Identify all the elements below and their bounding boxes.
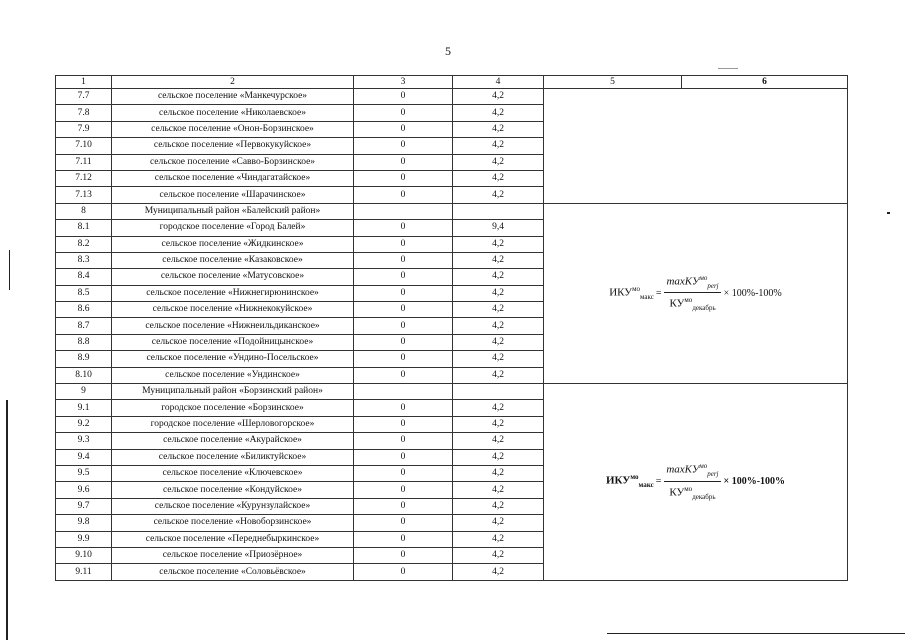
row-number: 9.11 <box>56 564 112 580</box>
column-4-value: 4,2 <box>453 465 544 481</box>
table-row <box>56 384 848 400</box>
column-3-value: 0 <box>354 318 453 334</box>
column-4-value: 4,2 <box>453 236 544 252</box>
column-3-value: 0 <box>354 515 453 531</box>
header-cell-1: 1 <box>56 76 112 89</box>
column-3-value: 0 <box>354 105 453 121</box>
column-4-value: 9,4 <box>453 220 544 236</box>
row-number: 9.5 <box>56 465 112 481</box>
column-3-value: 0 <box>354 89 453 105</box>
settlement-name: сельское поселение «Нижнекокуйское» <box>112 302 354 318</box>
settlement-name: сельское поселение «Ундинское» <box>112 367 354 383</box>
column-3-value: 0 <box>354 531 453 547</box>
header-cell-4: 4 <box>453 76 544 89</box>
settlement-name: сельское поселение «Жидкинское» <box>112 236 354 252</box>
settlement-name: сельское поселение «Шарачинское» <box>112 187 354 203</box>
row-number: 9.4 <box>56 449 112 465</box>
column-4-value: 4,2 <box>453 105 544 121</box>
column-4-value: 4,2 <box>453 138 544 154</box>
row-number: 7.7 <box>56 89 112 105</box>
settlement-name: сельское поселение «Ундино-Посельское» <box>112 351 354 367</box>
settlement-name: городское поселение «Борзинское» <box>112 400 354 416</box>
row-number: 9.7 <box>56 498 112 514</box>
row-number: 7.13 <box>56 187 112 203</box>
row-number: 8.10 <box>56 367 112 383</box>
column-3-value: 0 <box>354 302 453 318</box>
header-cell-3: 3 <box>354 76 453 89</box>
row-number: 8.4 <box>56 269 112 285</box>
bottom-rule <box>607 633 905 634</box>
column-4-value: 4,2 <box>453 285 544 301</box>
settlement-name: Муниципальный район «Борзинский район» <box>112 384 354 400</box>
formula-equals: = <box>655 287 662 299</box>
settlement-name: сельское поселение «Нижнегирюнинское» <box>112 285 354 301</box>
settlement-name: Муниципальный район «Балейский район» <box>112 203 354 219</box>
settlement-name: сельское поселение «Биликтуйское» <box>112 449 354 465</box>
column-3-value <box>354 203 453 219</box>
column-3-value: 0 <box>354 498 453 514</box>
formula <box>609 271 782 317</box>
column-3-value: 0 <box>354 121 453 137</box>
row-number: 8.2 <box>56 236 112 252</box>
settlement-name: сельское поселение «Акурайское» <box>112 433 354 449</box>
row-number: 8.3 <box>56 252 112 268</box>
column-4-value: 4,2 <box>453 318 544 334</box>
column-3-value: 0 <box>354 564 453 580</box>
formula <box>606 459 785 505</box>
column-4-value: 4,2 <box>453 252 544 268</box>
row-number: 8.1 <box>56 220 112 236</box>
column-4-value: 4,2 <box>453 121 544 137</box>
table-row <box>56 89 848 105</box>
settlement-name: сельское поселение «Переднебыркинское» <box>112 531 354 547</box>
column-4-value: 4,2 <box>453 367 544 383</box>
column-3-value: 0 <box>354 236 453 252</box>
column-3-value: 0 <box>354 170 453 186</box>
column-3-value: 0 <box>354 285 453 301</box>
tariff-table <box>55 75 848 581</box>
formula-tail: × 100%-100% <box>723 476 786 488</box>
row-number: 7.9 <box>56 121 112 137</box>
column-4-value <box>453 203 544 219</box>
column-4-value: 4,2 <box>453 564 544 580</box>
margin-mark-left-1 <box>9 250 10 290</box>
merged-empty-cell <box>544 89 848 204</box>
column-3-value: 0 <box>354 220 453 236</box>
column-4-value: 4,2 <box>453 547 544 563</box>
column-3-value: 0 <box>354 547 453 563</box>
column-4-value: 4,2 <box>453 302 544 318</box>
column-3-value: 0 <box>354 416 453 432</box>
column-4-value: 4,2 <box>453 498 544 514</box>
settlement-name: сельское поселение «Казаковское» <box>112 252 354 268</box>
formula-tail: × 100%-100% <box>723 287 782 299</box>
row-number: 8.6 <box>56 302 112 318</box>
header-row <box>56 76 848 89</box>
column-4-value: 4,2 <box>453 154 544 170</box>
column-4-value: 4,2 <box>453 482 544 498</box>
settlement-name: сельское поселение «Кондуйское» <box>112 482 354 498</box>
row-number: 9.2 <box>56 416 112 432</box>
formula-fraction <box>664 459 720 505</box>
settlement-name: городское поселение «Город Балей» <box>112 220 354 236</box>
column-3-value: 0 <box>354 351 453 367</box>
column-3-value: 0 <box>354 449 453 465</box>
column-3-value: 0 <box>354 482 453 498</box>
settlement-name: сельское поселение «Курунзулайское» <box>112 498 354 514</box>
formula-numerator: maxКУ$^{мо}_{perj}$ <box>664 271 720 294</box>
settlement-name: сельское поселение «Николаевское» <box>112 105 354 121</box>
header-cell-5: 5 <box>544 76 682 89</box>
column-3-value: 0 <box>354 252 453 268</box>
row-number: 7.12 <box>56 170 112 186</box>
margin-mark-left-2 <box>6 400 8 640</box>
column-3-value: 0 <box>354 154 453 170</box>
formula-denominator: $КУ^{мо}_{декабрь}$ <box>669 296 716 313</box>
formula-lhs: $ИКУ^{мо}_{макс}$ <box>609 284 654 301</box>
header-cell-6: 6 <box>682 76 848 89</box>
column-4-value: 4,2 <box>453 531 544 547</box>
column-4-value: 4,2 <box>453 351 544 367</box>
column-3-value: 0 <box>354 269 453 285</box>
column-3-value: 0 <box>354 367 453 383</box>
row-number: 9.9 <box>56 531 112 547</box>
table-row <box>56 203 848 219</box>
row-number: 9 <box>56 384 112 400</box>
column-4-value: 4,2 <box>453 187 544 203</box>
row-number: 8.9 <box>56 351 112 367</box>
formula-numerator: maxКУ$^{мо}_{perj}$ <box>664 459 720 482</box>
column-4-value: 4,2 <box>453 89 544 105</box>
settlement-name: сельское поселение «Подойницынское» <box>112 334 354 350</box>
row-number: 7.8 <box>56 105 112 121</box>
formula-cell <box>544 203 848 383</box>
column-3-value: 0 <box>354 334 453 350</box>
column-4-value: 4,2 <box>453 170 544 186</box>
column-3-value: 0 <box>354 187 453 203</box>
column-4-value: 4,2 <box>453 269 544 285</box>
column-4-value: 4,2 <box>453 433 544 449</box>
settlement-name: сельское поселение «Нижнеильдиканское» <box>112 318 354 334</box>
column-3-value: 0 <box>354 465 453 481</box>
column-3-value: 0 <box>354 400 453 416</box>
corner-rule <box>718 68 738 69</box>
page-number: 5 <box>445 44 451 58</box>
settlement-name: городское поселение «Шерловогорское» <box>112 416 354 432</box>
column-4-value: 4,2 <box>453 400 544 416</box>
settlement-name: сельское поселение «Онон-Борзинское» <box>112 121 354 137</box>
formula-equals: = <box>655 476 662 488</box>
row-number: 9.10 <box>56 547 112 563</box>
column-4-value: 4,2 <box>453 449 544 465</box>
margin-mark-right <box>887 212 890 214</box>
formula-lhs: $ИКУ^{мо}_{макс}$ <box>605 473 654 490</box>
row-number: 8 <box>56 203 112 219</box>
row-number: 8.7 <box>56 318 112 334</box>
column-4-value: 4,2 <box>453 515 544 531</box>
header-cell-2: 2 <box>112 76 354 89</box>
row-number: 9.3 <box>56 433 112 449</box>
settlement-name: сельское поселение «Первокукуйское» <box>112 138 354 154</box>
formula-cell <box>544 384 848 581</box>
settlement-name: сельское поселение «Ключевское» <box>112 465 354 481</box>
settlement-name: сельское поселение «Соловьёвское» <box>112 564 354 580</box>
settlement-name: сельское поселение «Манкечурское» <box>112 89 354 105</box>
settlement-name: сельское поселение «Приозёрное» <box>112 547 354 563</box>
settlement-name: сельское поселение «Чиндагатайское» <box>112 170 354 186</box>
settlement-name: сельское поселение «Савво-Борзинское» <box>112 154 354 170</box>
formula-fraction <box>664 271 720 317</box>
settlement-name: сельское поселение «Новоборзинское» <box>112 515 354 531</box>
column-4-value: 4,2 <box>453 416 544 432</box>
column-3-value: 0 <box>354 138 453 154</box>
row-number: 7.11 <box>56 154 112 170</box>
row-number: 7.10 <box>56 138 112 154</box>
row-number: 9.1 <box>56 400 112 416</box>
settlement-name: сельское поселение «Матусовское» <box>112 269 354 285</box>
row-number: 8.8 <box>56 334 112 350</box>
formula-denominator: $КУ^{мо}_{декабрь}$ <box>669 484 716 501</box>
column-4-value <box>453 384 544 400</box>
column-3-value: 0 <box>354 433 453 449</box>
column-3-value <box>354 384 453 400</box>
row-number: 8.5 <box>56 285 112 301</box>
row-number: 9.8 <box>56 515 112 531</box>
row-number: 9.6 <box>56 482 112 498</box>
column-4-value: 4,2 <box>453 334 544 350</box>
